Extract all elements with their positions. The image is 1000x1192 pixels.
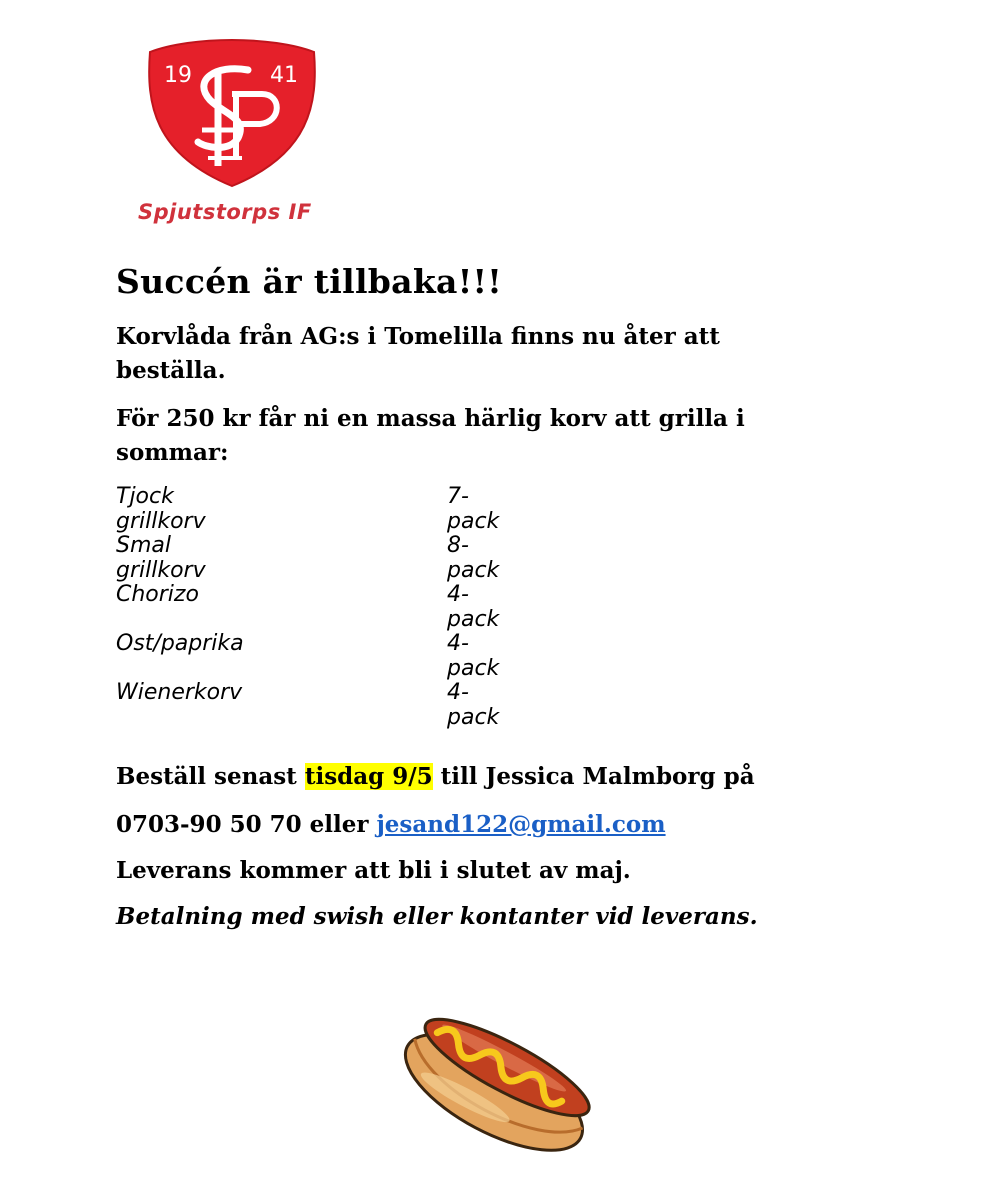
item-pack: 7-pack (447, 484, 500, 534)
item-name: Chorizo (116, 582, 199, 607)
payment-text: Betalning med swish eller kontanter vid leverans. (116, 903, 758, 930)
order-deadline-line (116, 763, 755, 790)
item-name: Ost/paprika (116, 631, 244, 656)
club-name: Spjutstorps IF (138, 200, 312, 224)
item-name: Tjock grillkorv (116, 484, 206, 534)
hotdog-icon (398, 996, 604, 1162)
email-link[interactable]: jesand122@gmail.com (376, 811, 666, 838)
offer-text: För 250 kr får ni en massa härlig korv att grilla i sommar: (116, 405, 745, 466)
item-pack: 8-pack (447, 533, 500, 583)
intro-text: Korvlåda från AG:s i Tomelilla finns nu åter att beställa. (116, 323, 720, 384)
order-suffix: till Jessica Malmborg på (432, 763, 755, 790)
item-name: Wienerkorv (116, 680, 243, 705)
delivery-text: Leverans kommer att bli i slutet av maj. (116, 857, 631, 884)
logo-year-right: 41 (270, 63, 298, 88)
order-prefix: Beställ senast (116, 763, 305, 790)
item-pack: 4-pack (447, 582, 500, 632)
item-name: Smal grillkorv (116, 533, 206, 583)
page-title: Succén är tillbaka!!! (116, 262, 503, 301)
logo-year-left: 19 (164, 63, 192, 88)
deadline-highlight: tisdag 9/5 (304, 763, 433, 790)
phone-text: 0703-90 50 70 eller (116, 811, 377, 838)
item-pack: 4-pack (447, 631, 500, 681)
contact-line (116, 811, 666, 838)
item-pack: 4-pack (447, 680, 500, 730)
